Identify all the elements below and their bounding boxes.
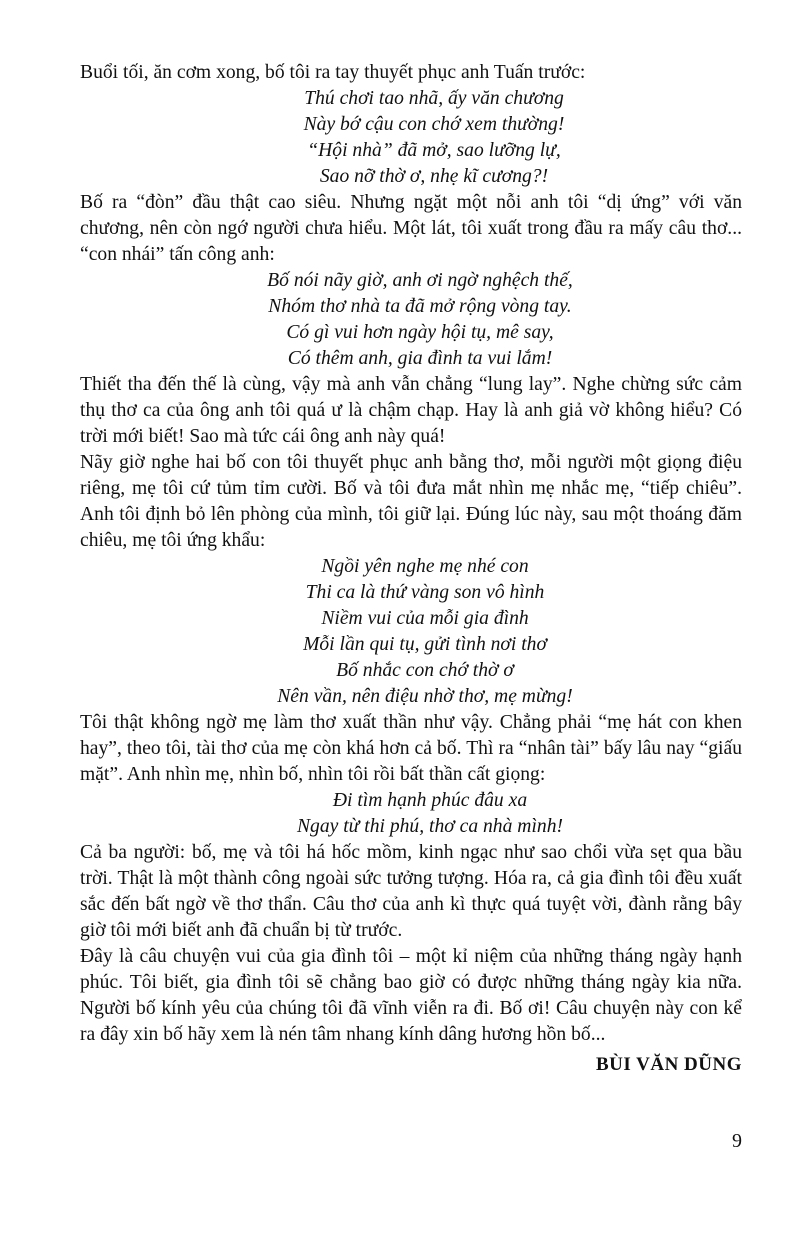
- poem-line: Có thêm anh, gia đình ta vui lắm!: [287, 348, 553, 369]
- poem-line: Nhóm thơ nhà ta đã mở rộng vòng tay.: [268, 296, 572, 317]
- poem-line: Ngay từ thi phú, thơ ca nhà mình!: [296, 816, 564, 837]
- page-content: [80, 60, 742, 1076]
- paragraph-intro: Buổi tối, ăn cơm xong, bố tôi ra tay thuyết phục anh Tuấn trước:: [80, 62, 586, 83]
- poem-line: Nên vần, nên điệu nhờ thơ, mẹ mừng!: [277, 686, 573, 707]
- poem-line: Mỗi lần qui tụ, gửi tình nơi thơ: [303, 634, 547, 655]
- poem-mother: [80, 554, 690, 710]
- poem-line: Bố nói nãy giờ, anh ơi ngờ nghệch thế,: [267, 270, 573, 291]
- paragraph-surprise: Tôi thật không ngờ mẹ làm thơ xuất thần như vậy. Chẳng phải “mẹ hát con khen hay”, theo tôi, tài thơ của mẹ còn khá hơn cả bố. Thì ra “nhân tài” bấy lâu nay “giấu mặt”. Anh nhìn mẹ, nhìn bố, nhìn tôi rồi bất thần cất giọng:: [80, 712, 742, 785]
- poem-line: Có gì vui hơn ngày hội tụ, mê say,: [286, 322, 554, 343]
- poem-line: Bố nhắc con chớ thờ ơ: [336, 660, 514, 681]
- paragraph-astonishment: Cả ba người: bố, mẹ và tôi há hốc mồm, kinh ngạc như sao chổi vừa sẹt qua bầu trời. Thật là một thành công ngoài sức tưởng tượng. Hóa ra, cả gia đình tôi đều xuất sắc đến bất ngờ về thơ thẩn. Câu thơ của anh kì thực quá tuyệt vời, đành rằng bây giờ tôi mới biết anh đã chuẩn bị từ trước.: [80, 842, 742, 941]
- poem-line: Đi tìm hạnh phúc đâu xa: [332, 790, 528, 811]
- poem-line: Sao nỡ thờ ơ, nhẹ kĩ cương?!: [319, 166, 549, 187]
- poem-line: Ngồi yên nghe mẹ nhé con: [321, 556, 529, 577]
- paragraph-fathers-move: Bố ra “đòn” đầu thật cao siêu. Nhưng ngặt một nỗi anh tôi “dị ứng” với văn chương, nên còn ngớ người chưa hiểu. Một lát, tôi xuất trong đầu ra mấy câu thơ... “con nhái” tấn công anh:: [80, 192, 742, 265]
- poem-line: Thú chơi tao nhã, ấy văn chương: [304, 88, 564, 109]
- paragraph-memory: Đây là câu chuyện vui của gia đình tôi – một kỉ niệm của những tháng ngày hạnh phúc. Tôi biết, gia đình tôi sẽ chẳng bao giờ có được những tháng ngày kia nữa. Người bố kính yêu của chúng tôi đã vĩnh viễn ra đi. Bố ơi! Câu chuyện này con kể ra đây xin bố hãy xem là nén tâm nhang kính dâng hương hồn bố...: [80, 946, 742, 1045]
- paragraph-mother-smiles: Nãy giờ nghe hai bố con tôi thuyết phục anh bằng thơ, mỗi người một giọng điệu riêng, mẹ tôi cứ tủm tỉm cười. Bố và tôi đưa mắt nhìn mẹ nhắc mẹ, “tiếp chiêu”. Anh tôi định bỏ lên phòng của mình, tôi giữ lại. Đúng lúc này, sau một thoáng đăm chiêu, mẹ tôi ứng khẩu:: [80, 452, 742, 551]
- page-number: 9: [732, 1130, 742, 1152]
- poem-brother: [80, 788, 690, 840]
- author-name: BÙI VĂN DŨNG: [595, 1054, 742, 1075]
- paragraph-brother-unmoved: Thiết tha đến thế là cùng, vậy mà anh vẫn chẳng “lung lay”. Nghe chừng sức cảm thụ thơ ca của ông anh tôi quá ư là chậm chạp. Hay là anh giả vờ không hiểu? Có trời mới biết! Sao mà tức cái ông anh này quá!: [80, 374, 742, 447]
- poem-narrator: [80, 268, 700, 372]
- poem-line: Niềm vui của mỗi gia đình: [321, 608, 529, 629]
- poem-father: [80, 86, 704, 190]
- poem-line: “Hội nhà” đã mở, sao lưỡng lự,: [307, 140, 561, 161]
- poem-line: Này bớ cậu con chớ xem thường!: [303, 114, 565, 135]
- poem-line: Thi ca là thứ vàng son vô hình: [305, 582, 545, 603]
